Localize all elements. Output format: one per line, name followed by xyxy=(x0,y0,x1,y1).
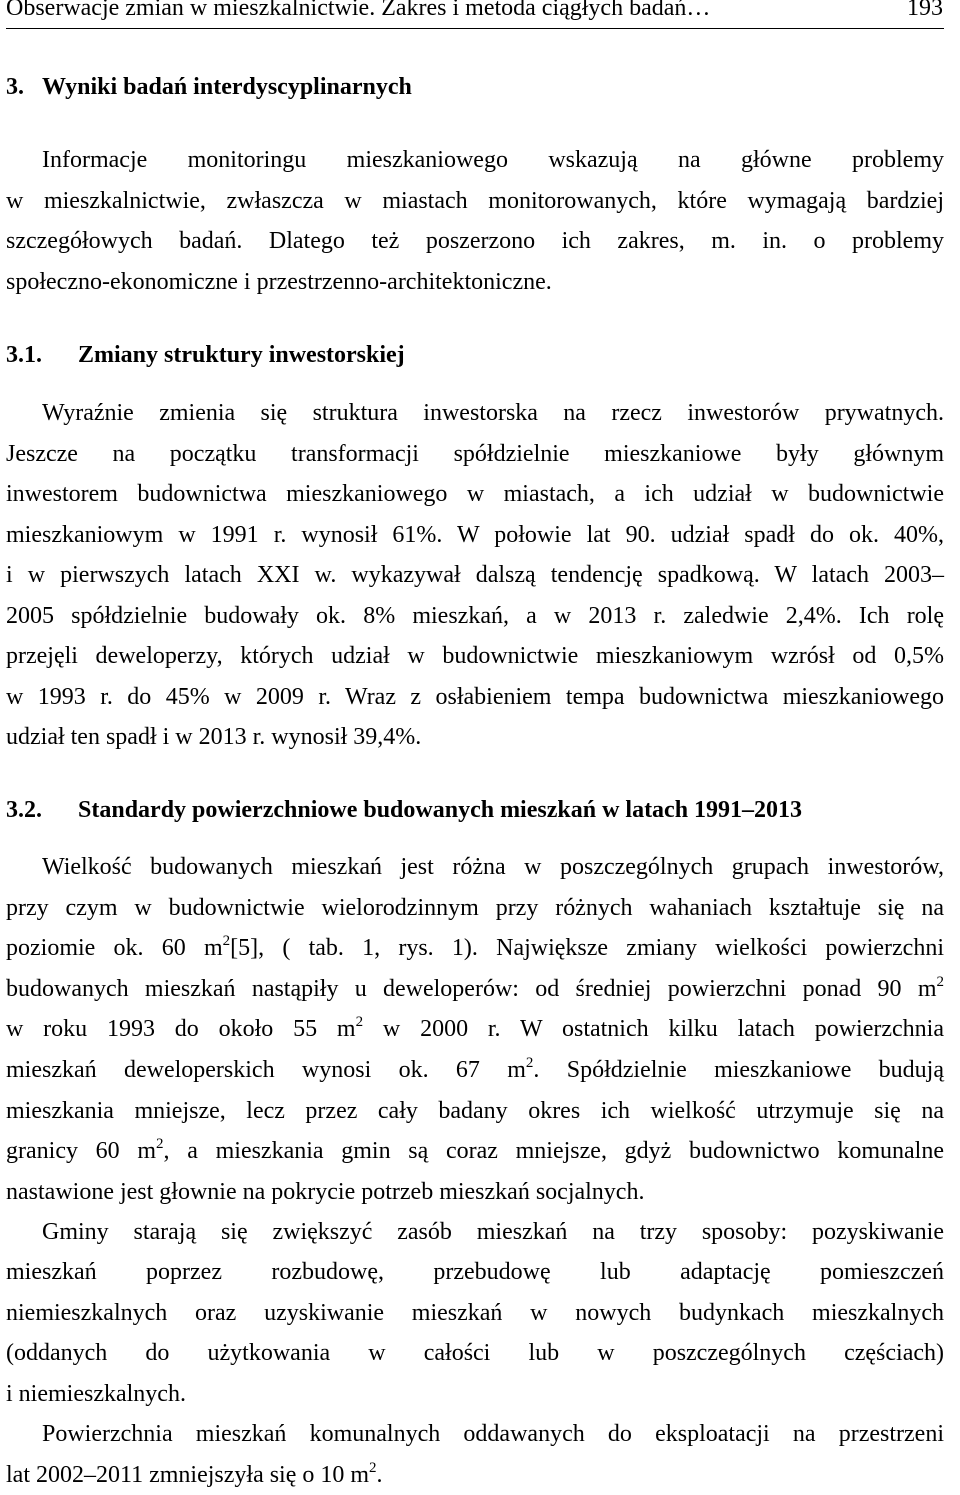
subsection-number: 3.1. xyxy=(6,340,78,370)
text-line: Gminy starają się zwiększyć zasób mieszkań na trzy sposoby: pozyskiwanie xyxy=(6,1212,944,1252)
text-line xyxy=(6,1131,944,1172)
text-line: przy czym w budownictwie wielorodzinnym przy różnych wahaniach kształtuje się na xyxy=(6,888,944,929)
text-line: mieszkań poprzez rozbudowę, przebudowę lub adaptację pomieszczeń xyxy=(6,1252,944,1292)
superscript: 2 xyxy=(223,933,231,949)
text-run: budowanych mieszkań nastąpiły u deweloperów: od średniej powierzchni ponad 90 m xyxy=(6,976,937,1002)
text-line: Informacje monitoringu mieszkaniowego wskazują na główne problemy xyxy=(6,140,944,181)
subsection-heading-1 xyxy=(6,340,405,370)
running-header xyxy=(6,0,944,29)
text-run: mieszkań deweloperskich wynosi ok. 67 m xyxy=(6,1057,526,1083)
text-line: udział ten spadł i w 2013 r. wynosił 39,4%. xyxy=(6,717,944,758)
communal-area-paragraph xyxy=(6,1414,944,1495)
text-line: Wyraźnie zmienia się struktura inwestorska na rzecz inwestorów prywatnych. xyxy=(6,393,944,434)
page-number: 193 xyxy=(907,0,943,23)
subsection-title: Zmiany struktury inwestorskiej xyxy=(78,342,405,368)
intro-paragraph xyxy=(6,140,944,302)
section-title: Wyniki badań interdyscyplinarnych xyxy=(42,74,412,100)
superscript: 2 xyxy=(526,1055,534,1071)
text-run: . xyxy=(377,1462,383,1488)
text-line xyxy=(6,1009,944,1050)
text-line: społeczno-ekonomiczne i przestrzenno-architektoniczne. xyxy=(6,262,944,303)
investor-structure-paragraph xyxy=(6,393,944,758)
text-line: w mieszkalnictwie, zwłaszcza w miastach monitorowanych, które wymagają bardziej xyxy=(6,181,944,222)
text-run: granicy 60 m xyxy=(6,1138,156,1164)
superscript: 2 xyxy=(937,974,945,990)
superscript: 2 xyxy=(369,1460,377,1476)
text-line: szczegółowych badań. Dlatego też poszerzono ich zakres, m. in. o problemy xyxy=(6,221,944,262)
text-run: lat 2002–2011 zmniejszyła się o 10 m xyxy=(6,1462,369,1488)
text-line: 2005 spółdzielnie budowały ok. 8% mieszkań, a w 2013 r. zaledwie 2,4%. Ich rolę xyxy=(6,596,944,637)
text-line xyxy=(6,928,944,969)
text-line: mieszkaniowym w 1991 r. wynosił 61%. W połowie lat 90. udział spadł do ok. 40%, xyxy=(6,515,944,556)
text-run: [5], ( tab. 1, rys. 1). Największe zmiany wielkości powierzchni xyxy=(230,935,944,961)
text-run: w roku 1993 do około 55 m xyxy=(6,1016,356,1042)
text-run: , a mieszkania gmin są coraz mniejsze, gdyż budownictwo komunalne xyxy=(164,1138,944,1164)
subsection-title: Standardy powierzchniowe budowanych mieszkań w latach 1991–2013 xyxy=(78,797,802,823)
text-line xyxy=(6,969,944,1010)
superscript: 2 xyxy=(156,1136,164,1152)
text-run: poziomie ok. 60 m xyxy=(6,935,223,961)
subsection-heading-2 xyxy=(6,795,802,825)
text-line: i w pierwszych latach XXI w. wykazywał dalszą tendencję spadkową. W latach 2003– xyxy=(6,555,944,596)
text-line: Powierzchnia mieszkań komunalnych oddawanych do eksploatacji na przestrzeni xyxy=(6,1414,944,1455)
section-number: 3. xyxy=(6,72,42,102)
text-line: inwestorem budownictwa mieszkaniowego w miastach, a ich udział w budownictwie xyxy=(6,474,944,515)
municipal-housing-paragraph xyxy=(6,1212,944,1414)
superscript: 2 xyxy=(356,1014,364,1030)
text-line: Jeszcze na początku transformacji spółdzielnie mieszkaniowe były głównym xyxy=(6,434,944,475)
text-run: . Spółdzielnie mieszkaniowe budują xyxy=(533,1057,944,1083)
text-line: niemieszkalnych oraz uzyskiwanie mieszkań w nowych budynkach mieszkalnych xyxy=(6,1293,944,1333)
text-run: w 2000 r. W ostatnich kilku latach powierzchnia xyxy=(363,1016,944,1042)
subsection-number: 3.2. xyxy=(6,795,78,825)
section-heading xyxy=(6,72,412,102)
text-line: (oddanych do użytkowania w całości lub w poszczególnych częściach) xyxy=(6,1333,944,1373)
text-line xyxy=(6,1050,944,1091)
text-line: przejęli deweloperzy, których udział w budownictwie mieszkaniowym wzrósł od 0,5% xyxy=(6,636,944,677)
text-line: Wielkość budowanych mieszkań jest różna w poszczególnych grupach inwestorów, xyxy=(6,847,944,888)
floor-area-paragraph xyxy=(6,847,944,1212)
text-line: nastawione jest głownie na pokrycie potrzeb mieszkań socjalnych. xyxy=(6,1172,944,1213)
text-line xyxy=(6,1455,944,1495)
text-line: w 1993 r. do 45% w 2009 r. Wraz z osłabieniem tempa budownictwa mieszkaniowego xyxy=(6,677,944,718)
text-line: mieszkania mniejsze, lecz przez cały badany okres ich wielkość utrzymuje się na xyxy=(6,1091,944,1132)
text-line: i niemieszkalnych. xyxy=(6,1374,944,1414)
running-header-title: Obserwacje zmian w mieszkalnictwie. Zakres i metoda ciągłych badań… xyxy=(6,0,710,23)
